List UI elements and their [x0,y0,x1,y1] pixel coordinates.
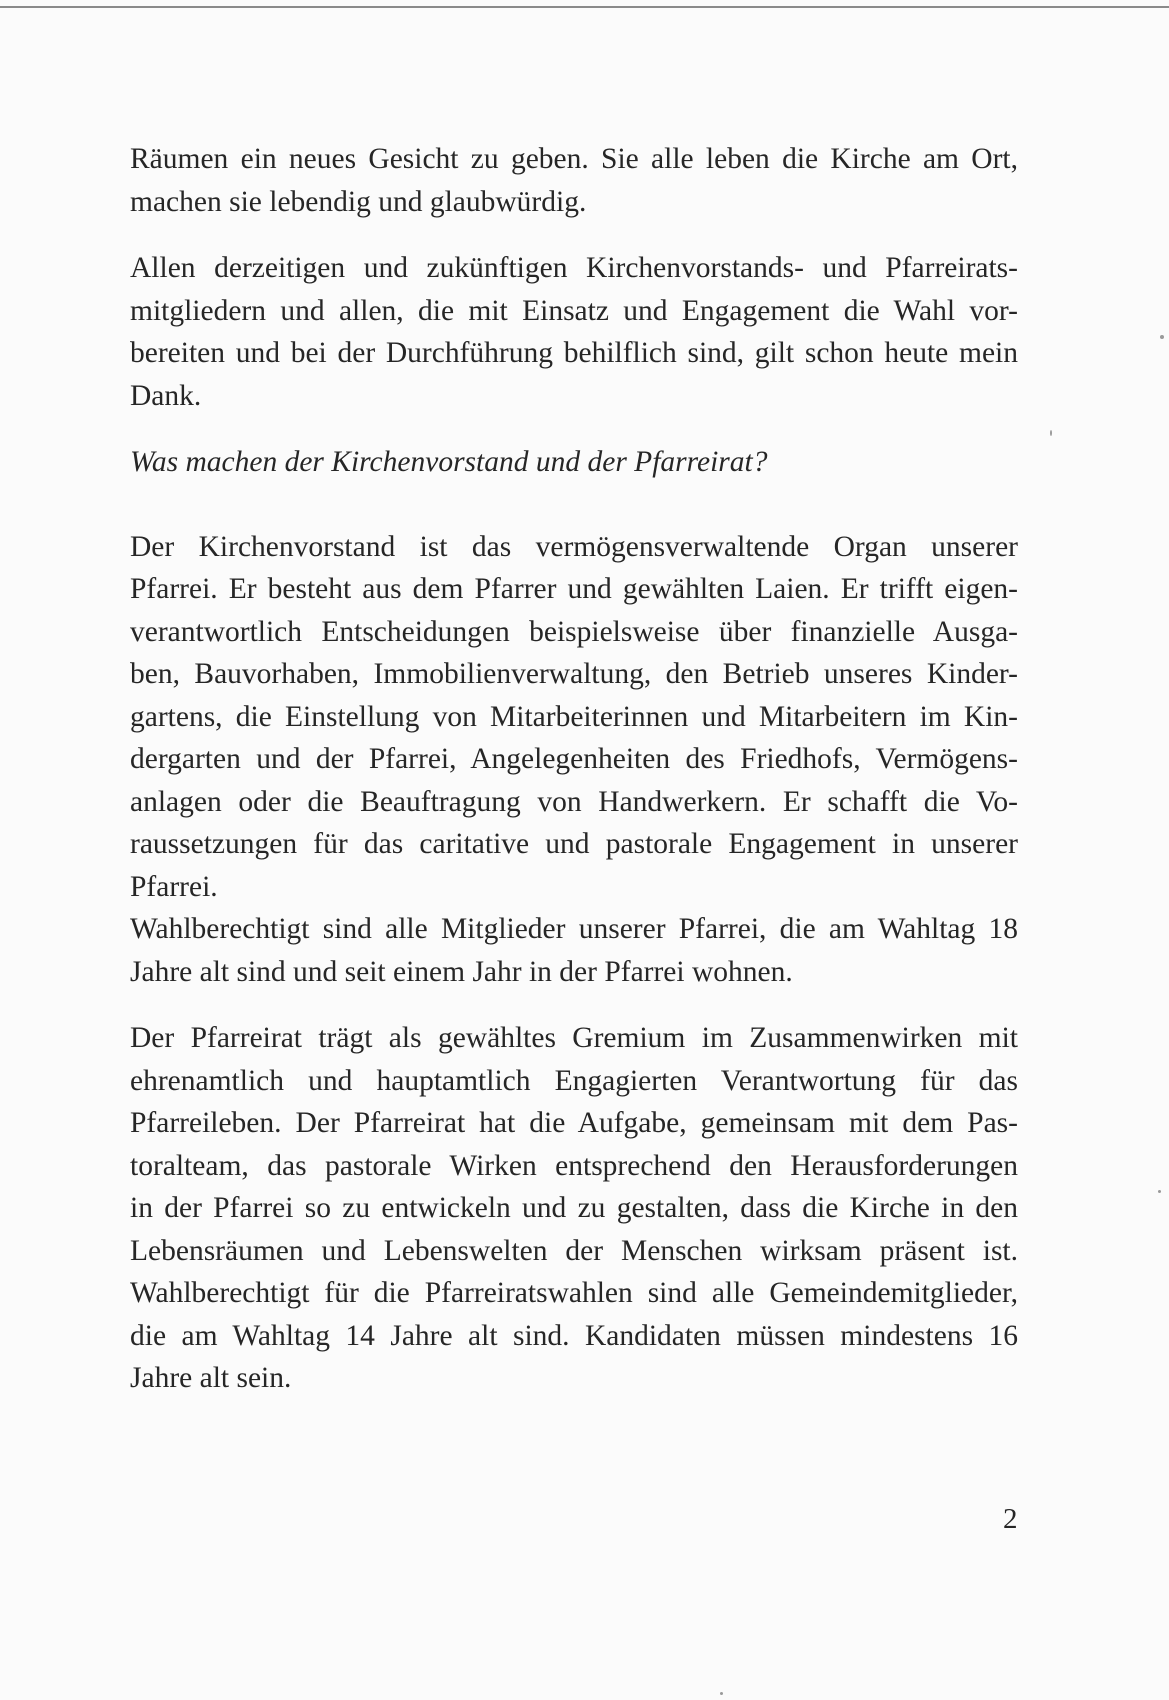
text-line: Lebensräumen und Lebenswelten der Menschen wirksam präsent ist. [130,1234,1018,1267]
scan-speck [1050,430,1052,436]
paragraph-intro-end [130,138,1018,223]
text-line: Pfarreileben. Der Pfarreirat hat die Aufgabe, gemeinsam mit dem Pas- [130,1107,1018,1139]
text-line: dergarten und der Pfarrei, Angelegenheiten des Friedhofs, Vermögens- [130,743,1018,775]
text-line: Jahre alt sein. [130,1362,292,1394]
text-line: Der Kirchenvorstand ist das vermögensverwaltende Organ unserer [130,530,1018,563]
text-line: raussetzungen für das caritative und pastorale Engagement in unserer [130,828,1018,860]
text-line: Pfarrei. Er besteht aus dem Pfarrer und gewählten Laien. Er trifft eigen- [130,573,1018,605]
text-line: machen sie lebendig und glaubwürdig. [130,185,587,218]
scan-speck [1158,1190,1161,1193]
text-line: toralteam, das pastorale Wirken entsprechend den Herausforderungen [130,1149,1018,1182]
paragraph-thanks [130,247,1018,417]
text-line: gartens, die Einstellung von Mitarbeiterinnen und Mitarbeitern im Kin- [130,700,1018,733]
text-line: ben, Bauvorhaben, Immobilienverwaltung, den Betrieb unseres Kinder- [130,658,1018,690]
text-line: verantwortlich Entscheidungen beispielsweise über finanzielle Ausga- [130,615,1018,648]
text-line: Wahlberechtigt sind alle Mitglieder unserer Pfarrei, die am Wahltag 18 [130,913,1018,945]
paragraph-gap [130,993,1018,1017]
text-line: in der Pfarrei so zu entwickeln und zu gestalten, dass die Kirche in den [130,1192,1018,1224]
text-line: mitgliedern und allen, die mit Einsatz und Engagement die Wahl vor- [130,294,1018,327]
text-line: Dank. [130,379,202,412]
text-line: Der Pfarreirat trägt als gewähltes Gremium im Zusammenwirken mit [130,1022,1018,1054]
text-line: Jahre alt sind und seit einem Jahr in der Pfarrei wohnen. [130,955,793,988]
text-line: ehrenamtlich und hauptamtlich Engagierten Verantwortung für das [130,1064,1018,1097]
page-body [130,138,1018,1400]
paragraph-gap [130,417,1018,441]
text-line: die am Wahltag 14 Jahre alt sind. Kandidaten müssen mindestens 16 [130,1319,1018,1352]
paragraph-pfarreirat [130,1017,1018,1400]
text-line: bereiten und bei der Durchführung behilflich sind, gilt schon heute mein [130,337,1018,369]
text-line: anlagen oder die Beauftragung von Handwerkern. Er schafft die Vo- [130,785,1018,818]
scan-speck [1160,335,1164,339]
paragraph-gap [130,484,1018,526]
text-line: Pfarrei. [130,870,218,903]
text-line: Räumen ein neues Gesicht zu geben. Sie alle leben die Kirche am Ort, [130,143,1018,175]
paragraph-gap [130,223,1018,247]
top-border-line [0,6,1169,8]
page-number: 2 [1003,1503,1018,1535]
paragraph-kirchenvorstand [130,526,1018,994]
text-line: Allen derzeitigen und zukünftigen Kirchenvorstands- und Pfarreirats- [130,252,1018,284]
section-heading: Was machen der Kirchenvorstand und der Pfarreirat? [130,446,768,478]
text-line: Wahlberechtigt für die Pfarreiratswahlen sind alle Gemeindemitglieder, [130,1277,1018,1309]
scan-speck [720,1692,723,1695]
